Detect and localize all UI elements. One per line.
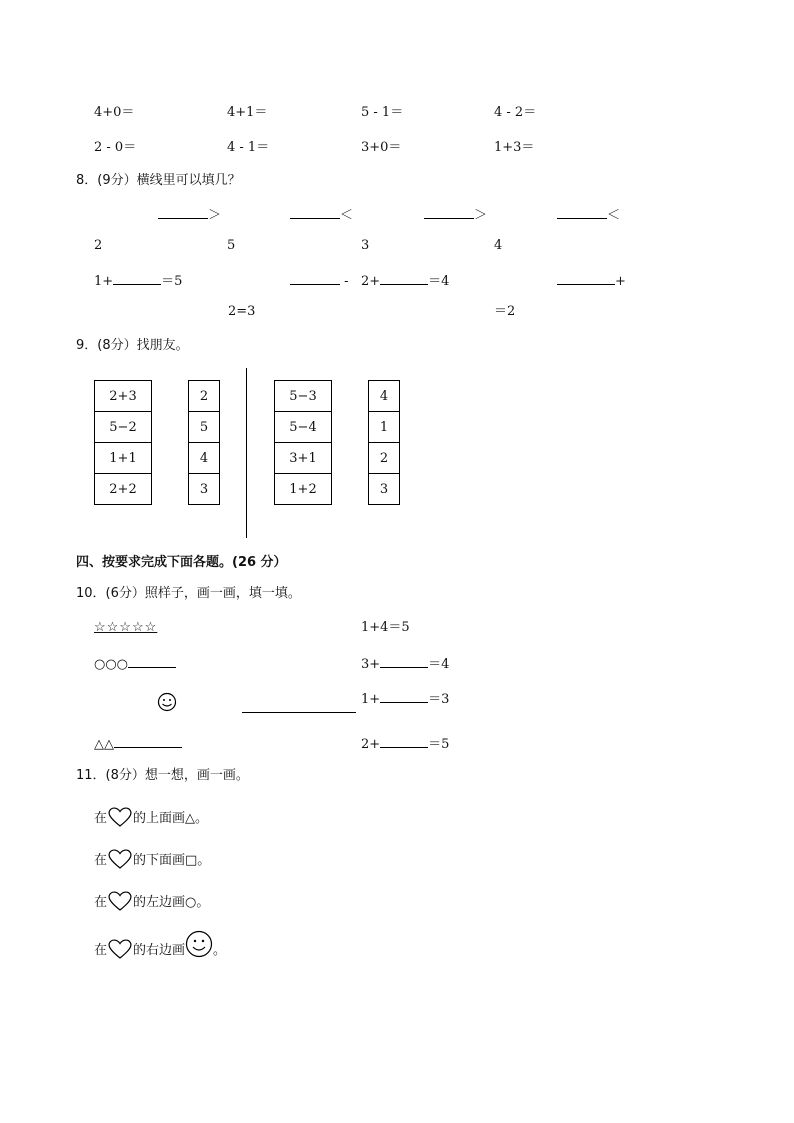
q11-line1-text: 的上面画△。 <box>133 811 209 826</box>
q8-eq4-blank[interactable] <box>557 272 615 285</box>
q8-compare-4 <box>557 206 620 224</box>
section-4-heading: 四、按要求完成下面各题。(26 分） <box>76 555 287 570</box>
q8-eq-2 <box>290 272 349 290</box>
heart-icon <box>107 890 133 912</box>
q11-line4-pre: 在 <box>94 943 108 958</box>
q10-eq3-post: ＝3 <box>428 692 450 707</box>
q8-eq-4 <box>557 272 626 290</box>
q10-triangles: △△ <box>94 737 114 752</box>
q11-line-1 <box>94 806 208 828</box>
arith-2-1: 2 - 0＝ <box>94 140 137 155</box>
q9-left-num-1[interactable]: 2 <box>189 381 220 412</box>
q10-eq3-pre: 1+ <box>361 692 381 707</box>
q8-eq1-pre: 1+ <box>94 274 114 289</box>
q9-right-num-2[interactable]: 1 <box>369 412 400 443</box>
q9-title: 9．(8分）找朋友。 <box>76 338 189 353</box>
q8-sym-3: ＞ <box>474 208 488 223</box>
q9-left-num-3[interactable]: 4 <box>189 443 220 474</box>
q8-eq4-continued: ＝2 <box>494 304 516 319</box>
q9-left-expr-4[interactable]: 2+2 <box>95 474 152 505</box>
q10-triangles-blank[interactable] <box>114 735 182 748</box>
q9-right-num-3[interactable]: 2 <box>369 443 400 474</box>
arith-1-1: 4+0＝ <box>94 105 135 120</box>
q10-circles-blank[interactable] <box>128 655 176 668</box>
q9-right-num-4[interactable]: 3 <box>369 474 400 505</box>
q9-left-num-2[interactable]: 5 <box>189 412 220 443</box>
smiley-face-icon <box>185 930 213 958</box>
q9-right-expr-2[interactable]: 5−4 <box>275 412 332 443</box>
q11-line4-text: 的右边画 <box>133 943 186 958</box>
q11-line1-pre: 在 <box>94 811 108 826</box>
q11-title: 11．(8分）想一想，画一画。 <box>76 768 249 783</box>
q8-eq1-blank[interactable] <box>113 272 161 285</box>
arith-1-3: 5 - 1＝ <box>361 105 404 120</box>
q10-eq2-post: ＝4 <box>428 657 450 672</box>
q8-eq3-blank[interactable] <box>380 272 428 285</box>
q10-stars: ☆☆☆☆☆ <box>94 620 158 635</box>
smiley-face-icon <box>157 692 177 712</box>
q8-eq2-blank[interactable] <box>290 272 340 285</box>
q8-num-2: 5 <box>227 238 236 253</box>
q9-right-expr-4[interactable]: 1+2 <box>275 474 332 505</box>
q8-eq1-post: ＝5 <box>161 274 183 289</box>
q11-line2-text: 的下面画□。 <box>133 853 211 868</box>
q10-eq4-post: ＝5 <box>428 737 450 752</box>
q11-line-3 <box>94 890 209 912</box>
q10-eq4-blank[interactable] <box>380 735 428 748</box>
q11-line4-end: 。 <box>213 943 227 958</box>
q10-circles-row <box>94 655 176 673</box>
q10-circles: ○○○ <box>94 657 129 672</box>
q8-blank-3[interactable] <box>424 206 474 219</box>
q10-eq2-blank[interactable] <box>380 655 428 668</box>
q8-title: 8．(9分）横线里可以填几？ <box>76 173 241 188</box>
q8-eq2-post: - <box>340 274 349 289</box>
arith-1-4: 4 - 2＝ <box>494 105 537 120</box>
q9-right-expr-3[interactable]: 3+1 <box>275 443 332 474</box>
q10-eq3-blank[interactable] <box>380 690 428 703</box>
q9-left-num-table <box>188 380 220 505</box>
q11-line-4 <box>94 930 226 962</box>
q10-triangles-row <box>94 735 182 753</box>
q9-right-expr-1[interactable]: 5−3 <box>275 381 332 412</box>
q8-num-1: 2 <box>94 238 103 253</box>
q9-left-expr-2[interactable]: 5−2 <box>95 412 152 443</box>
q9-right-expr-table <box>274 380 332 505</box>
q8-sym-1: ＞ <box>208 208 222 223</box>
q9-left-num-4[interactable]: 3 <box>189 474 220 505</box>
q8-sym-4: ＜ <box>607 208 621 223</box>
q10-eq-4 <box>361 735 449 753</box>
q8-sym-2: ＜ <box>340 208 354 223</box>
q8-eq4-post: + <box>615 274 626 289</box>
q10-title: 10．(6分）照样子，画一画，填一填。 <box>76 586 301 601</box>
q11-line2-pre: 在 <box>94 853 108 868</box>
q8-blank-4[interactable] <box>557 206 607 219</box>
q8-num-4: 4 <box>494 238 503 253</box>
q8-blank-2[interactable] <box>290 206 340 219</box>
q8-eq3-post: ＝4 <box>428 274 450 289</box>
q8-compare-2 <box>290 206 353 224</box>
q9-left-expr-1[interactable]: 2+3 <box>95 381 152 412</box>
heart-icon <box>107 848 133 870</box>
q9-left-expr-table <box>94 380 152 505</box>
q9-left-expr-3[interactable]: 1+1 <box>95 443 152 474</box>
arith-1-2: 4+1＝ <box>227 105 268 120</box>
q9-right-num-1[interactable]: 4 <box>369 381 400 412</box>
q11-line-2 <box>94 848 210 870</box>
q10-smile-blank[interactable] <box>242 700 356 713</box>
q8-eq-1 <box>94 272 182 290</box>
q10-eq4-pre: 2+ <box>361 737 381 752</box>
q8-eq3-pre: 2+ <box>361 274 381 289</box>
q10-eq-1: 1+4＝5 <box>361 620 410 635</box>
q9-right-num-table <box>368 380 400 505</box>
q10-eq-2 <box>361 655 449 673</box>
q8-compare-1 <box>158 206 221 224</box>
q8-blank-1[interactable] <box>158 206 208 219</box>
q8-eq2-continued: 2=3 <box>228 304 256 319</box>
arith-2-3: 3+0＝ <box>361 140 402 155</box>
arith-2-2: 4 - 1＝ <box>227 140 270 155</box>
q9-divider <box>246 368 247 538</box>
q8-num-3: 3 <box>361 238 370 253</box>
q8-eq-3 <box>361 272 449 290</box>
q10-eq2-pre: 3+ <box>361 657 381 672</box>
arith-2-4: 1+3＝ <box>494 140 535 155</box>
heart-icon <box>107 938 133 960</box>
q8-compare-3 <box>424 206 487 224</box>
heart-icon <box>107 806 133 828</box>
q11-line3-text: 的左边画○。 <box>133 895 210 910</box>
q10-eq-3 <box>361 690 449 708</box>
q11-line3-pre: 在 <box>94 895 108 910</box>
